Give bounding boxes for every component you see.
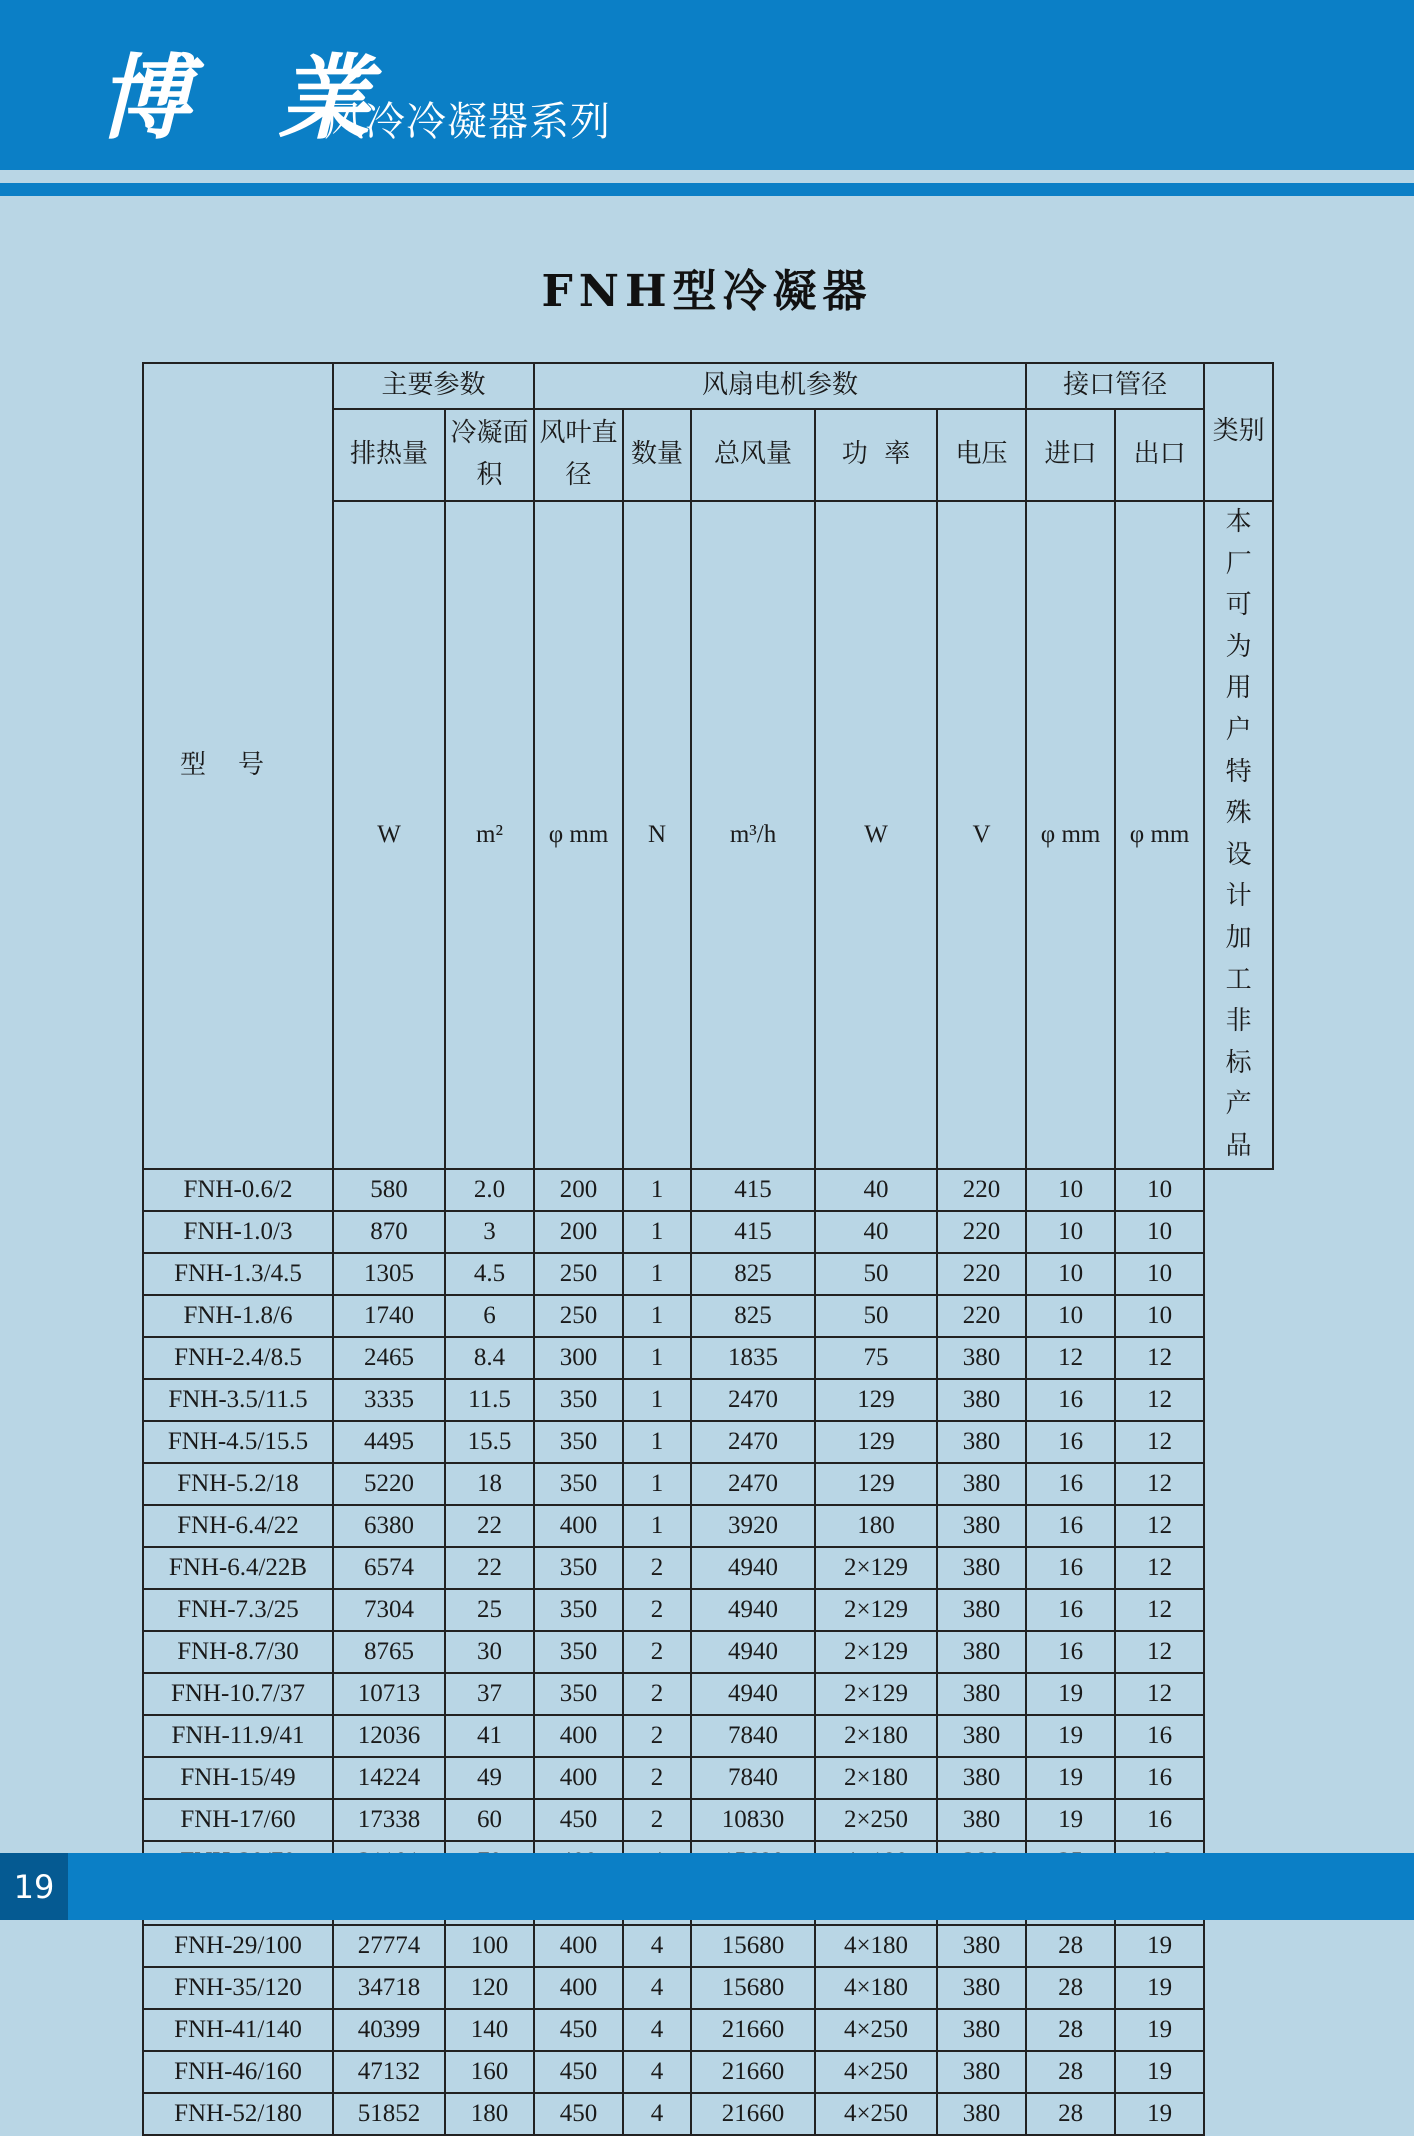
cell-airflow: 415 [691,1169,815,1211]
cell-airflow: 415 [691,1211,815,1253]
cell-heat: 40399 [333,2009,445,2051]
table-row [143,1631,1273,1673]
cell-model: FNH-46/160 [143,2051,333,2093]
table-row [143,1757,1273,1799]
cell-power: 4×250 [815,2051,937,2093]
unit-airflow: m³/h [691,501,815,1169]
cell-count: 4 [623,2051,691,2093]
cell-outlet: 12 [1115,1379,1204,1421]
cell-count: 2 [623,1547,691,1589]
series-title: 风冷冷凝器系列 [324,99,611,145]
cell-airflow: 4940 [691,1547,815,1589]
cell-area: 22 [445,1505,534,1547]
cell-outlet: 16 [1115,1715,1204,1757]
cell-voltage: 380 [937,2009,1026,2051]
cell-outlet: 19 [1115,1967,1204,2009]
cell-area: 11.5 [445,1379,534,1421]
cell-count: 1 [623,1421,691,1463]
cell-inlet: 28 [1026,1925,1115,1967]
header-airflow: 总风量 [691,409,815,501]
cell-airflow: 4940 [691,1589,815,1631]
cell-heat: 870 [333,1211,445,1253]
category-char: 工 [1225,964,1252,995]
cell-count: 1 [623,1169,691,1211]
cell-heat: 27774 [333,1925,445,1967]
cell-outlet: 10 [1115,1169,1204,1211]
cell-outlet: 10 [1115,1295,1204,1337]
cell-fan-diameter: 200 [534,1211,623,1253]
cell-fan-diameter: 450 [534,2009,623,2051]
header-outlet: 出口 [1115,409,1204,501]
cell-airflow: 2470 [691,1379,815,1421]
cell-fan-diameter: 350 [534,1589,623,1631]
cell-area: 140 [445,2009,534,2051]
cell-airflow: 2470 [691,1463,815,1505]
unit-count: N [623,501,691,1169]
cell-power: 40 [815,1211,937,1253]
category-char: 特 [1225,756,1252,787]
cell-inlet: 19 [1026,1673,1115,1715]
cell-heat: 51852 [333,2093,445,2135]
cell-voltage: 380 [937,1715,1026,1757]
cell-power: 75 [815,1337,937,1379]
cell-count: 2 [623,1715,691,1757]
cell-fan-diameter: 250 [534,1295,623,1337]
cell-airflow: 7840 [691,1715,815,1757]
cell-model: FNH-52/180 [143,2093,333,2135]
cell-heat: 4495 [333,1421,445,1463]
category-char: 厂 [1225,548,1252,579]
cell-outlet: 12 [1115,1463,1204,1505]
unit-fan-diameter: φ mm [534,501,623,1169]
cell-airflow: 7840 [691,1757,815,1799]
cell-area: 15.5 [445,1421,534,1463]
category-char: 用 [1225,673,1252,704]
cell-fan-diameter: 350 [534,1463,623,1505]
brand-logo-text: 博 業 [98,44,399,152]
cell-area: 41 [445,1715,534,1757]
category-char: 为 [1225,631,1252,662]
cell-fan-diameter: 400 [534,1925,623,1967]
cell-model: FNH-35/120 [143,1967,333,2009]
cell-count: 1 [623,1463,691,1505]
table-row [143,1715,1273,1757]
cell-power: 129 [815,1463,937,1505]
cell-power: 40 [815,1169,937,1211]
cell-count: 4 [623,2093,691,2135]
cell-inlet: 16 [1026,1421,1115,1463]
cell-count: 2 [623,1589,691,1631]
cell-heat: 580 [333,1169,445,1211]
cell-heat: 34718 [333,1967,445,2009]
category-char: 设 [1225,839,1252,870]
table-row [143,1379,1273,1421]
cell-heat: 17338 [333,1799,445,1841]
cell-count: 4 [623,2009,691,2051]
cell-inlet: 10 [1026,1253,1115,1295]
cell-power: 2×180 [815,1715,937,1757]
cell-airflow: 21660 [691,2009,815,2051]
cell-fan-diameter: 400 [534,1757,623,1799]
cell-fan-diameter: 450 [534,1799,623,1841]
cell-power: 129 [815,1379,937,1421]
header-inlet: 进口 [1026,409,1115,501]
unit-area: m² [445,501,534,1169]
cell-inlet: 16 [1026,1547,1115,1589]
table-row [143,1505,1273,1547]
unit-inlet: φ mm [1026,501,1115,1169]
cell-airflow: 2470 [691,1421,815,1463]
cell-voltage: 220 [937,1169,1026,1211]
category-char: 加 [1225,922,1252,953]
cell-outlet: 19 [1115,2009,1204,2051]
cell-fan-diameter: 450 [534,2093,623,2135]
cell-power: 180 [815,1505,937,1547]
footer-bar [0,1853,1414,1920]
cell-voltage: 380 [937,1967,1026,2009]
cell-outlet: 19 [1115,2093,1204,2135]
table-row [143,1925,1273,1967]
cell-model: FNH-11.9/41 [143,1715,333,1757]
cell-count: 1 [623,1505,691,1547]
cell-voltage: 220 [937,1295,1026,1337]
table-row [143,1253,1273,1295]
cell-power: 50 [815,1253,937,1295]
category-char: 殊 [1225,798,1252,829]
table-row [143,1967,1273,2009]
table-row [143,1673,1273,1715]
cell-outlet: 12 [1115,1589,1204,1631]
cell-power: 4×250 [815,2093,937,2135]
cell-area: 180 [445,2093,534,2135]
cell-fan-diameter: 350 [534,1673,623,1715]
cell-voltage: 380 [937,1799,1026,1841]
cell-heat: 47132 [333,2051,445,2093]
cell-model: FNH-7.3/25 [143,1589,333,1631]
cell-fan-diameter: 350 [534,1421,623,1463]
cell-outlet: 19 [1115,1925,1204,1967]
cell-outlet: 12 [1115,1337,1204,1379]
cell-fan-diameter: 400 [534,1505,623,1547]
cell-voltage: 380 [937,1547,1026,1589]
cell-inlet: 19 [1026,1799,1115,1841]
cell-fan-diameter: 350 [534,1547,623,1589]
cell-inlet: 16 [1026,1589,1115,1631]
header-heat: 排热量 [333,409,445,501]
cell-model: FNH-6.4/22B [143,1547,333,1589]
cell-voltage: 380 [937,2051,1026,2093]
cell-fan-diameter: 450 [534,2051,623,2093]
header-banner [0,0,1414,170]
cell-outlet: 10 [1115,1211,1204,1253]
cell-count: 2 [623,1673,691,1715]
cell-power: 2×250 [815,1799,937,1841]
cell-outlet: 12 [1115,1673,1204,1715]
cell-count: 4 [623,1925,691,1967]
cell-airflow: 1835 [691,1337,815,1379]
cell-count: 1 [623,1211,691,1253]
cell-voltage: 380 [937,1505,1026,1547]
cell-model: FNH-1.8/6 [143,1295,333,1337]
cell-heat: 1305 [333,1253,445,1295]
table-row [143,1547,1273,1589]
cell-outlet: 12 [1115,1505,1204,1547]
cell-fan-diameter: 400 [534,1715,623,1757]
cell-inlet: 16 [1026,1463,1115,1505]
cell-count: 4 [623,1967,691,2009]
cell-outlet: 12 [1115,1547,1204,1589]
header-group-main: 主要参数 [333,363,534,409]
cell-voltage: 380 [937,1631,1026,1673]
cell-airflow: 21660 [691,2051,815,2093]
cell-inlet: 16 [1026,1631,1115,1673]
cell-area: 18 [445,1463,534,1505]
cell-heat: 2465 [333,1337,445,1379]
table-row [143,1337,1273,1379]
cell-fan-diameter: 350 [534,1379,623,1421]
header-count: 数量 [623,409,691,501]
cell-count: 2 [623,1631,691,1673]
cell-power: 2×129 [815,1589,937,1631]
category-char: 产 [1225,1089,1252,1120]
table-row [143,2093,1273,2135]
cell-voltage: 380 [937,1379,1026,1421]
cell-voltage: 380 [937,1925,1026,1967]
category-char: 品 [1225,1130,1252,1161]
header-model: 型号 [143,363,333,1169]
category-char: 标 [1225,1047,1252,1078]
cell-power: 2×129 [815,1547,937,1589]
page-number: 19 [0,1853,68,1920]
header-group-fan: 风扇电机参数 [534,363,1026,409]
cell-inlet: 12 [1026,1337,1115,1379]
cell-model: FNH-1.0/3 [143,1211,333,1253]
cell-model: FNH-3.5/11.5 [143,1379,333,1421]
cell-inlet: 19 [1026,1715,1115,1757]
cell-inlet: 10 [1026,1295,1115,1337]
cell-power: 4×250 [815,2009,937,2051]
header-voltage: 电压 [937,409,1026,501]
cell-heat: 7304 [333,1589,445,1631]
cell-fan-diameter: 350 [534,1631,623,1673]
table-row [143,1463,1273,1505]
cell-voltage: 380 [937,1589,1026,1631]
cell-model: FNH-29/100 [143,1925,333,1967]
table-row [143,1169,1273,1211]
cell-inlet: 28 [1026,2093,1115,2135]
header-divider-blue [0,183,1414,196]
cell-inlet: 10 [1026,1211,1115,1253]
category-char: 可 [1225,590,1252,621]
page-title: FNH型冷凝器 [541,266,873,317]
table-row [143,2051,1273,2093]
category-note [1204,501,1273,1169]
cell-power: 50 [815,1295,937,1337]
cell-count: 2 [623,1757,691,1799]
unit-power: W [815,501,937,1169]
cell-inlet: 28 [1026,2009,1115,2051]
cell-model: FNH-41/140 [143,2009,333,2051]
cell-area: 25 [445,1589,534,1631]
cell-outlet: 12 [1115,1421,1204,1463]
category-char: 非 [1225,1006,1252,1037]
cell-area: 160 [445,2051,534,2093]
cell-airflow: 4940 [691,1631,815,1673]
cell-outlet: 16 [1115,1799,1204,1841]
cell-area: 60 [445,1799,534,1841]
cell-power: 2×129 [815,1631,937,1673]
table-row [143,1589,1273,1631]
cell-outlet: 16 [1115,1757,1204,1799]
cell-heat: 10713 [333,1673,445,1715]
cell-inlet: 28 [1026,2051,1115,2093]
cell-outlet: 10 [1115,1253,1204,1295]
cell-inlet: 16 [1026,1505,1115,1547]
cell-heat: 12036 [333,1715,445,1757]
header-power: 功 率 [815,409,937,501]
cell-airflow: 15680 [691,1925,815,1967]
cell-airflow: 15680 [691,1967,815,2009]
cell-power: 4×180 [815,1967,937,2009]
cell-fan-diameter: 300 [534,1337,623,1379]
cell-voltage: 380 [937,1757,1026,1799]
cell-area: 22 [445,1547,534,1589]
cell-airflow: 4940 [691,1673,815,1715]
cell-count: 1 [623,1295,691,1337]
table-row [143,1211,1273,1253]
header-area: 冷凝面积 [445,409,534,501]
cell-heat: 6574 [333,1547,445,1589]
cell-area: 49 [445,1757,534,1799]
cell-model: FNH-1.3/4.5 [143,1253,333,1295]
cell-voltage: 220 [937,1211,1026,1253]
cell-count: 1 [623,1337,691,1379]
cell-voltage: 380 [937,2093,1026,2135]
cell-area: 100 [445,1925,534,1967]
cell-model: FNH-17/60 [143,1799,333,1841]
cell-area: 37 [445,1673,534,1715]
table-row [143,1421,1273,1463]
cell-outlet: 12 [1115,1631,1204,1673]
header-divider-light [0,170,1414,183]
cell-heat: 3335 [333,1379,445,1421]
cell-inlet: 16 [1026,1379,1115,1421]
cell-area: 8.4 [445,1337,534,1379]
cell-area: 4.5 [445,1253,534,1295]
unit-outlet: φ mm [1115,501,1204,1169]
cell-outlet: 19 [1115,2051,1204,2093]
cell-fan-diameter: 200 [534,1169,623,1211]
cell-inlet: 28 [1026,1967,1115,2009]
cell-model: FNH-8.7/30 [143,1631,333,1673]
spec-table-body [143,1169,1273,2135]
cell-voltage: 380 [937,1337,1026,1379]
cell-power: 129 [815,1421,937,1463]
cell-fan-diameter: 400 [534,1967,623,2009]
cell-area: 2.0 [445,1169,534,1211]
table-row [143,1295,1273,1337]
cell-heat: 1740 [333,1295,445,1337]
cell-area: 120 [445,1967,534,2009]
cell-heat: 8765 [333,1631,445,1673]
cell-model: FNH-6.4/22 [143,1505,333,1547]
cell-airflow: 825 [691,1253,815,1295]
cell-airflow: 21660 [691,2093,815,2135]
cell-voltage: 220 [937,1253,1026,1295]
cell-airflow: 3920 [691,1505,815,1547]
cell-voltage: 380 [937,1673,1026,1715]
cell-model: FNH-4.5/15.5 [143,1421,333,1463]
cell-heat: 5220 [333,1463,445,1505]
table-row [143,2009,1273,2051]
cell-area: 30 [445,1631,534,1673]
cell-model: FNH-5.2/18 [143,1463,333,1505]
cell-heat: 14224 [333,1757,445,1799]
unit-voltage: V [937,501,1026,1169]
header-group-port: 接口管径 [1026,363,1204,409]
cell-inlet: 19 [1026,1757,1115,1799]
cell-area: 6 [445,1295,534,1337]
cell-power: 2×129 [815,1673,937,1715]
category-char: 本 [1225,507,1252,537]
cell-airflow: 10830 [691,1799,815,1841]
header-category: 类别 [1204,363,1273,501]
cell-inlet: 10 [1026,1169,1115,1211]
cell-count: 2 [623,1799,691,1841]
table-row [143,1799,1273,1841]
cell-count: 1 [623,1379,691,1421]
cell-airflow: 825 [691,1295,815,1337]
cell-power: 2×180 [815,1757,937,1799]
category-char: 户 [1225,714,1252,745]
cell-model: FNH-0.6/2 [143,1169,333,1211]
cell-area: 3 [445,1211,534,1253]
cell-voltage: 380 [937,1463,1026,1505]
cell-model: FNH-10.7/37 [143,1673,333,1715]
cell-power: 4×180 [815,1925,937,1967]
cell-model: FNH-15/49 [143,1757,333,1799]
cell-count: 1 [623,1253,691,1295]
category-char: 计 [1225,881,1252,912]
header-fan-diameter: 风叶直径 [534,409,623,501]
unit-heat: W [333,501,445,1169]
cell-fan-diameter: 250 [534,1253,623,1295]
cell-voltage: 380 [937,1421,1026,1463]
cell-model: FNH-2.4/8.5 [143,1337,333,1379]
cell-heat: 6380 [333,1505,445,1547]
